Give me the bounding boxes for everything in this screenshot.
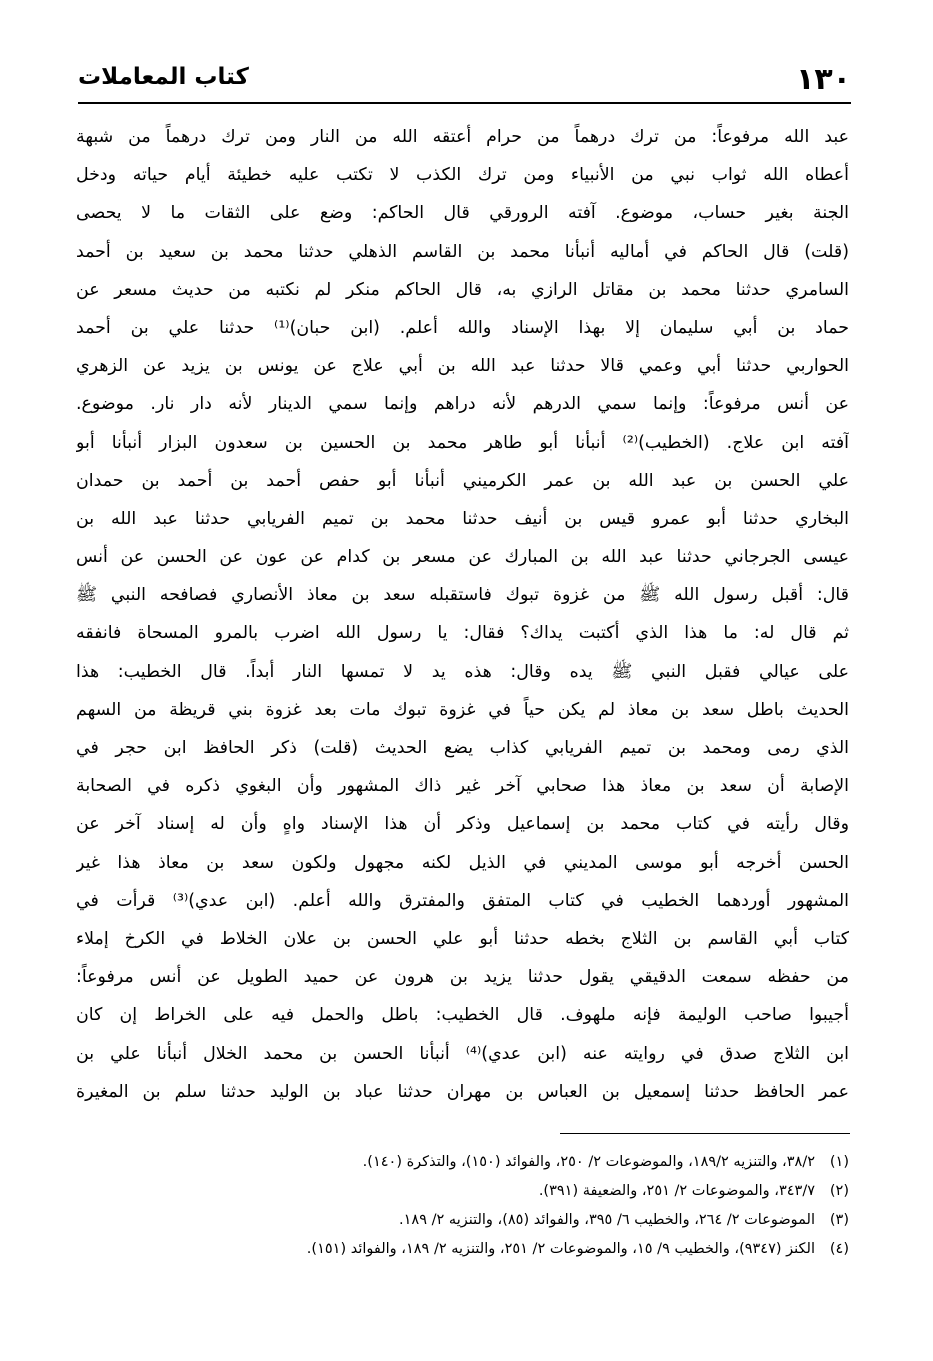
footnote-text: الموضوعات ٢/ ٢٦٤، والخطيب ٦/ ٣٩٥، والفوائد (٨٥)، والتنزيه ٢/ ١٨٩. bbox=[399, 1212, 815, 1228]
text-line: عن أنس مرفوعاً: وإنما سمي الدرهم لأنه دراهم وإنما سمي الدينار لأنه دار نار. موضوع. bbox=[76, 394, 849, 415]
text-line: ابن الثلاج صدق في روايته عنه (ابن عدي)⁽⁴⁾ أنبأنا الحسن بن محمد الخلال أنبأنا علي بن bbox=[76, 1043, 849, 1064]
main-text bbox=[76, 118, 849, 1111]
footnote-separator bbox=[560, 1133, 850, 1134]
text-line: (قلت) قال الحاكم في أماليه أنبأنا محمد بن القاسم الذهلي حدثنا محمد بن سعيد بن أحمد bbox=[76, 241, 849, 262]
footnote-item bbox=[150, 1206, 849, 1235]
text-line: الجنة بغير حساب، موضوع. آفته الرورقي قال الحاكم: وضع على الثقات ما لا يحصى bbox=[76, 203, 849, 224]
footnote-number: (١) bbox=[829, 1154, 849, 1170]
text-line: علي الحسن بن عبد الله بن عمر الكرميني أنبأنا أبو حفص أحمد بن أحمد بن حمدان bbox=[76, 470, 849, 491]
text-line: عيسى الجرجاني حدثنا عبد الله بن المبارك عن مسعر بن كدام عن عون عن الحسن عن أنس bbox=[76, 547, 849, 568]
text-line: وقال رأيته في كتاب محمد بن إسماعيل وذكر أن هذا الإسناد واهٍ وأن له إسناد آخر عن bbox=[76, 814, 849, 835]
text-line: أعطاه الله ثواب نبي من الأنبياء ومن ترك الكذب لا تكتب عليه خطيئة أيام حياته ودخل bbox=[76, 165, 849, 186]
footnotes bbox=[150, 1148, 849, 1264]
text-line: الذي رمى ومحمد بن تميم الفريابي كذاب يضع الحديث (قلت) ذكر الحافظ ابن حجر في bbox=[76, 738, 849, 758]
footnote-item bbox=[150, 1148, 849, 1177]
text-line: السامري حدثنا محمد بن مقاتل الرازي به، قال الحاكم منكر لم نكتبه من حديث مسعر عن bbox=[76, 279, 849, 300]
footnote-item bbox=[150, 1177, 849, 1206]
text-line: ثم قال له: ما هذا الذي أكتبت يداك؟ فقال: يا رسول الله اضرب بالمرو المسحاة فانفقه bbox=[76, 623, 849, 644]
text-line: الحواربي حدثنا أبي وعمي قالا حدثنا عبد الله بن أبي علاج عن يونس بن يزيد عن الزهري bbox=[76, 356, 849, 377]
text-line: حماد بن أبي سليمان إلا بهذا الإسناد والله أعلم. (ابن حبان)⁽¹⁾ حدثنا علي بن أحمد bbox=[76, 317, 849, 338]
footnote-number: (٢) bbox=[829, 1183, 849, 1199]
page-header bbox=[78, 54, 851, 104]
text-line: قال: أقبل رسول الله ﷺ من غزوة تبوك فاستقبله سعد بن معاذ الأنصاري فصافحه النبي ﷺ bbox=[76, 585, 849, 606]
footnote-number: (٤) bbox=[829, 1241, 849, 1257]
footnote-text: ٣٤٣/٧، والموضوعات ٢/ ٢٥١، والضعيفة (٣٩١). bbox=[538, 1183, 815, 1199]
text-line: أجيبوا صاحب الوليمة فإنه ملهوف. قال الخطيب: باطل والحمل فيه على الخراط إن كان bbox=[76, 1005, 849, 1026]
text-line: البخاري حدثنا أبو عمرو قيس بن أنيف حدثنا محمد بن تميم الفريابي حدثنا عبد الله بن bbox=[76, 508, 849, 529]
text-line: عمر الحافظ حدثنا إسمعيل بن العباس بن مهران حدثنا عباد بن الوليد حدثنا سلم بن المغيرة bbox=[76, 1081, 849, 1102]
text-line: الإصابة أن سعد بن معاذ هذا صحابي آخر غير ذاك المشهور وأن البغوي ذكره في الصحابة bbox=[76, 776, 849, 797]
footnote-text: الكنز (٩٣٤٧)، والخطيب ٩/ ١٥، والموضوعات ٢/ ٢٥١، والتنزيه ٢/ ١٨٩، والفوائد (١٥١). bbox=[306, 1241, 815, 1257]
header-rule bbox=[78, 102, 851, 104]
running-title: كتاب المعاملات bbox=[78, 64, 249, 90]
page-number: ١٣٠ bbox=[796, 62, 851, 97]
footnote-item bbox=[150, 1235, 849, 1264]
text-line: على عيالي فقبل النبي ﷺ يده وقال: هذه يد لا تمسها النار أبداً. قال الخطيب: هذا bbox=[76, 661, 849, 682]
text-line: من حفظه سمعت الدقيقي يقول حدثنا يزيد بن هرون عن حميد الطويل عن أنس مرفوعاً: bbox=[76, 967, 849, 988]
text-line: الحسن أخرجه أبو موسى المديني في الذيل لكنه مجهول ولكون سعد بن معاذ هذا غير bbox=[76, 852, 849, 873]
text-line: كتاب أبي القاسم بن الثلاج بخطه حدثنا أبو علي الحسن بن علان الخلاط في الكرخ إملاء bbox=[76, 928, 849, 949]
footnote-text: ٣٨/٢، والتنزيه ١٨٩/٢، والموضوعات ٢/ ٢٥٠، والفوائد (١٥٠)، والتذكرة (١٤٠). bbox=[362, 1154, 815, 1170]
text-line: المشهور أوردهما الخطيب في كتاب المتفق والمفترق والله أعلم. (ابن عدي)⁽³⁾ قرأت في bbox=[76, 890, 849, 911]
footnote-number: (٣) bbox=[829, 1212, 849, 1228]
text-line: عبد الله مرفوعاً: من ترك درهماً من حرام أعتقه الله من النار ومن ترك درهماً من شبهة bbox=[76, 127, 849, 147]
text-line: آفته ابن علاج. (الخطيب)⁽²⁾ أنبأنا أبو طاهر محمد بن الحسين بن سعدون البزار أنبأنا أبو bbox=[76, 432, 849, 453]
text-line: الحديث باطل سعد بن معاذ لم يكن حياً في غزوة تبوك مات بعد غزوة بني قريظة من السهم bbox=[76, 699, 849, 720]
